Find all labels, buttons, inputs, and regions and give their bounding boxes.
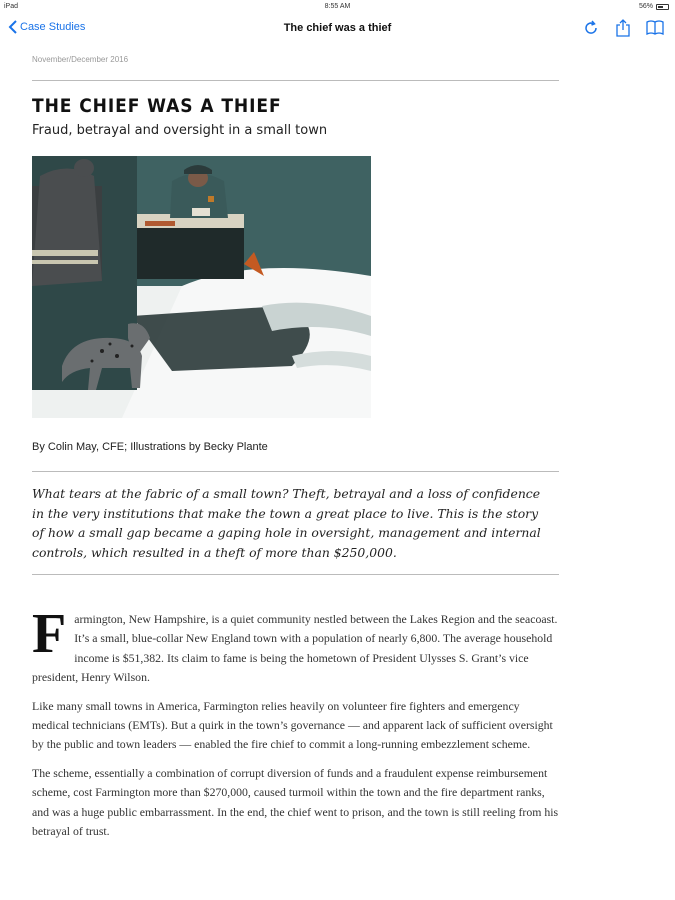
navigation-bar bbox=[0, 14, 675, 44]
paragraph-text: armington, New Hampshire, is a quiet community nestled between the Lakes Region and the seacoast. It’s a small, blue-collar New England town with a population of nearly 6,800. The average household income is $51,382. Its claim to fame is being the hometown of President Ulysses S. Grant’s vice president, Henry Wilson. bbox=[32, 612, 558, 685]
status-right bbox=[639, 3, 669, 10]
paragraph: Like many small towns in America, Farmington relies heavily on volunteer fire fighters and emergency medical technicians (EMTs). But a quirk in the town’s governance — and apparent lack of sufficient oversight by the public and town leaders — enabled the fire chief to commit a long-running embezzlement scheme. bbox=[32, 698, 553, 752]
status-time: 8:55 AM bbox=[324, 3, 351, 10]
paragraph: The scheme, essentially a combination of corrupt diversion of funds and a fraudulent expense reimbursement scheme, cost Farmington more than $270,000, caused turmoil within the town and the fire department ranks, and was a huge public embarrassment. In the end, the chief went to prison, and the town is still reeling from his betrayal of trust. bbox=[32, 765, 559, 839]
drop-cap: F bbox=[32, 603, 67, 665]
article-body bbox=[32, 603, 559, 841]
paragraph bbox=[32, 603, 559, 688]
byline: By Colin May, CFE; Illustrations by Becky Plante bbox=[32, 441, 268, 453]
battery-icon bbox=[656, 4, 669, 10]
chevron-left-icon bbox=[8, 20, 18, 34]
article-illustration bbox=[32, 156, 371, 418]
divider bbox=[32, 574, 559, 575]
nav-title: The chief was a thief bbox=[283, 22, 392, 34]
device-label: iPad bbox=[4, 3, 19, 10]
status-bar bbox=[0, 0, 675, 14]
article bbox=[32, 44, 559, 841]
article-subhead: Fraud, betrayal and oversight in a small town bbox=[32, 123, 328, 138]
issue-date: November/December 2016 bbox=[32, 55, 129, 64]
refresh-icon[interactable] bbox=[581, 19, 601, 37]
article-headline: THE CHIEF WAS A THIEF bbox=[32, 95, 282, 117]
battery-percent: 56% bbox=[638, 3, 653, 10]
divider bbox=[32, 80, 559, 81]
article-summary: What tears at the fabric of a small town? Theft, betrayal and a loss of confidence in the very institutions that make the town a great place to live. This is the story of how a small gap became a gaping hole in oversight, management and internal controls, which resulted in a theft of more than $250,000. bbox=[32, 486, 541, 560]
share-icon[interactable] bbox=[613, 19, 633, 37]
nav-actions bbox=[581, 19, 665, 37]
book-icon[interactable] bbox=[645, 19, 665, 37]
back-button[interactable] bbox=[8, 20, 85, 34]
back-button-label: Case Studies bbox=[20, 21, 86, 33]
divider bbox=[32, 471, 559, 472]
